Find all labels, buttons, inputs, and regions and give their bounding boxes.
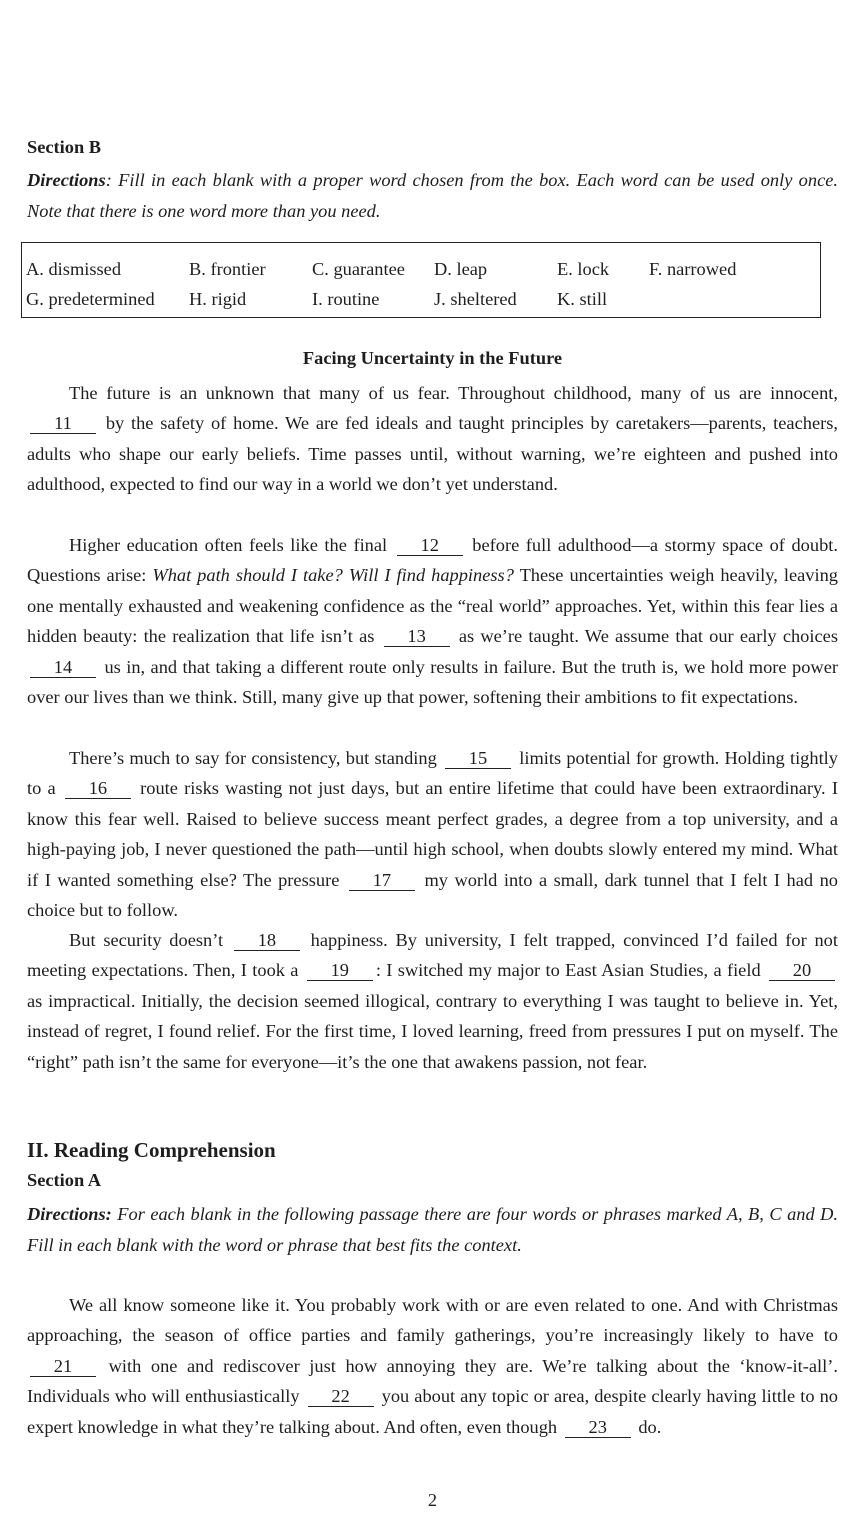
- directions-label: Directions: [27, 170, 106, 190]
- word-option: E. lock: [557, 259, 610, 279]
- directions-text: : Fill in each blank with a proper word chosen from the box. Each word can be used only once. Note that there is one word more than you need.: [27, 170, 838, 221]
- blank-15[interactable]: 15: [445, 748, 511, 769]
- page-number: 2: [427, 1490, 438, 1510]
- section-a-heading: Section A: [27, 1170, 102, 1190]
- blank-23[interactable]: 23: [565, 1417, 631, 1438]
- passage-title: Facing Uncertainty in the Future: [302, 348, 563, 368]
- blank-22[interactable]: 22: [308, 1386, 374, 1407]
- blank-20[interactable]: 20: [769, 960, 835, 981]
- section-a-directions: [27, 1199, 838, 1260]
- blank-13[interactable]: 13: [384, 626, 450, 647]
- word-option: C. guarantee: [312, 259, 405, 279]
- blank-18[interactable]: 18: [234, 930, 300, 951]
- blank-19[interactable]: 19: [307, 960, 373, 981]
- blank-17[interactable]: 17: [349, 870, 415, 891]
- word-option: J. sheltered: [434, 289, 517, 309]
- word-option: I. routine: [312, 289, 380, 309]
- section-b-directions: [27, 165, 838, 226]
- reading-paragraph-1: We all know someone like it. You probably work with or are even related to one. And with Christmas approaching, the season of office parties and family gatherings, you’re increasingly likely to have to 21 with one and rediscover just how annoying they are. We’re talking about the ‘know-it-all’. Individuals who will enthusiastically 22 you about any topic or area, despite clearly having little to no expert knowledge in what they’re talking about. And often, even though 23 do.: [27, 1295, 838, 1437]
- word-option: B. frontier: [189, 259, 266, 279]
- word-option: D. leap: [434, 259, 488, 279]
- passage-paragraph-3: There’s much to say for consistency, but standing 15 limits potential for growth. Holding tightly to a 16 route risks wasting not just days, but an entire lifetime that could have been extraordinary. I know this fear well. Raised to believe success meant perfect grades, a degree from a top university, and a high-paying job, I never questioned the path—until high school, when doubts slowly entered my mind. What if I wanted something else? The pressure 17 my world into a small, dark tunnel that I felt I had no choice but to follow.: [27, 748, 839, 921]
- directions-text: For each blank in the following passage there are four words or phrases marked A, B, C and D. Fill in each blank with the word or phrase that best fits the context.: [27, 1204, 838, 1255]
- section-b-heading: Section B: [27, 137, 102, 157]
- blank-16[interactable]: 16: [65, 778, 131, 799]
- passage-paragraph-1: The future is an unknown that many of us fear. Throughout childhood, many of us are innocent, 11 by the safety of home. We are fed ideals and taught principles by caretakers—parents, teachers, adults who shape our early beliefs. Time passes until, without warning, we’re eighteen and pushed into adulthood, expected to find our way in a world we don’t yet understand.: [27, 383, 838, 495]
- word-option: G. predetermined: [26, 289, 155, 309]
- blank-11[interactable]: 11: [30, 413, 96, 434]
- directions-label: Directions:: [27, 1204, 112, 1224]
- word-option: A. dismissed: [26, 259, 122, 279]
- blank-12[interactable]: 12: [397, 535, 463, 556]
- passage-paragraph-4: But security doesn’t 18 happiness. By university, I felt trapped, convinced I’d failed for not meeting expectations. Then, I took a 19 : I switched my major to East Asian Studies, a field 20 as impractical. Initially, the decision seemed illogical, contrary to everything I was taught to believe in. Yet, instead of regret, I found relief. For the first time, I loved learning, freed from pressures I put on myself. The “right” path isn’t the same for everyone—it’s the one that awakens passion, not fear.: [27, 930, 838, 1072]
- word-option: H. rigid: [189, 289, 247, 309]
- blank-21[interactable]: 21: [30, 1356, 96, 1377]
- part-2-heading: II. Reading Comprehension: [27, 1138, 276, 1162]
- word-box: [21, 242, 821, 318]
- passage-paragraph-2: Higher education often feels like the final 12 before full adulthood—a stormy space of doubt. Questions arise: What path should I take? Will I find happiness? These uncertainties weigh heavily, leaving one mentally exhausted and weakening confidence as the “real world” approaches. Yet, within this fear lies a hidden beauty: the realization that life isn’t as 13 as we’re taught. We assume that our early choices 14 us in, and that taking a different route only results in failure. But the truth is, we hold more power over our lives than we think. Still, many give up that power, softening their ambitions to fit expectations.: [27, 535, 838, 708]
- blank-14[interactable]: 14: [30, 657, 96, 678]
- word-option: F. narrowed: [649, 259, 737, 279]
- word-option: K. still: [557, 289, 608, 309]
